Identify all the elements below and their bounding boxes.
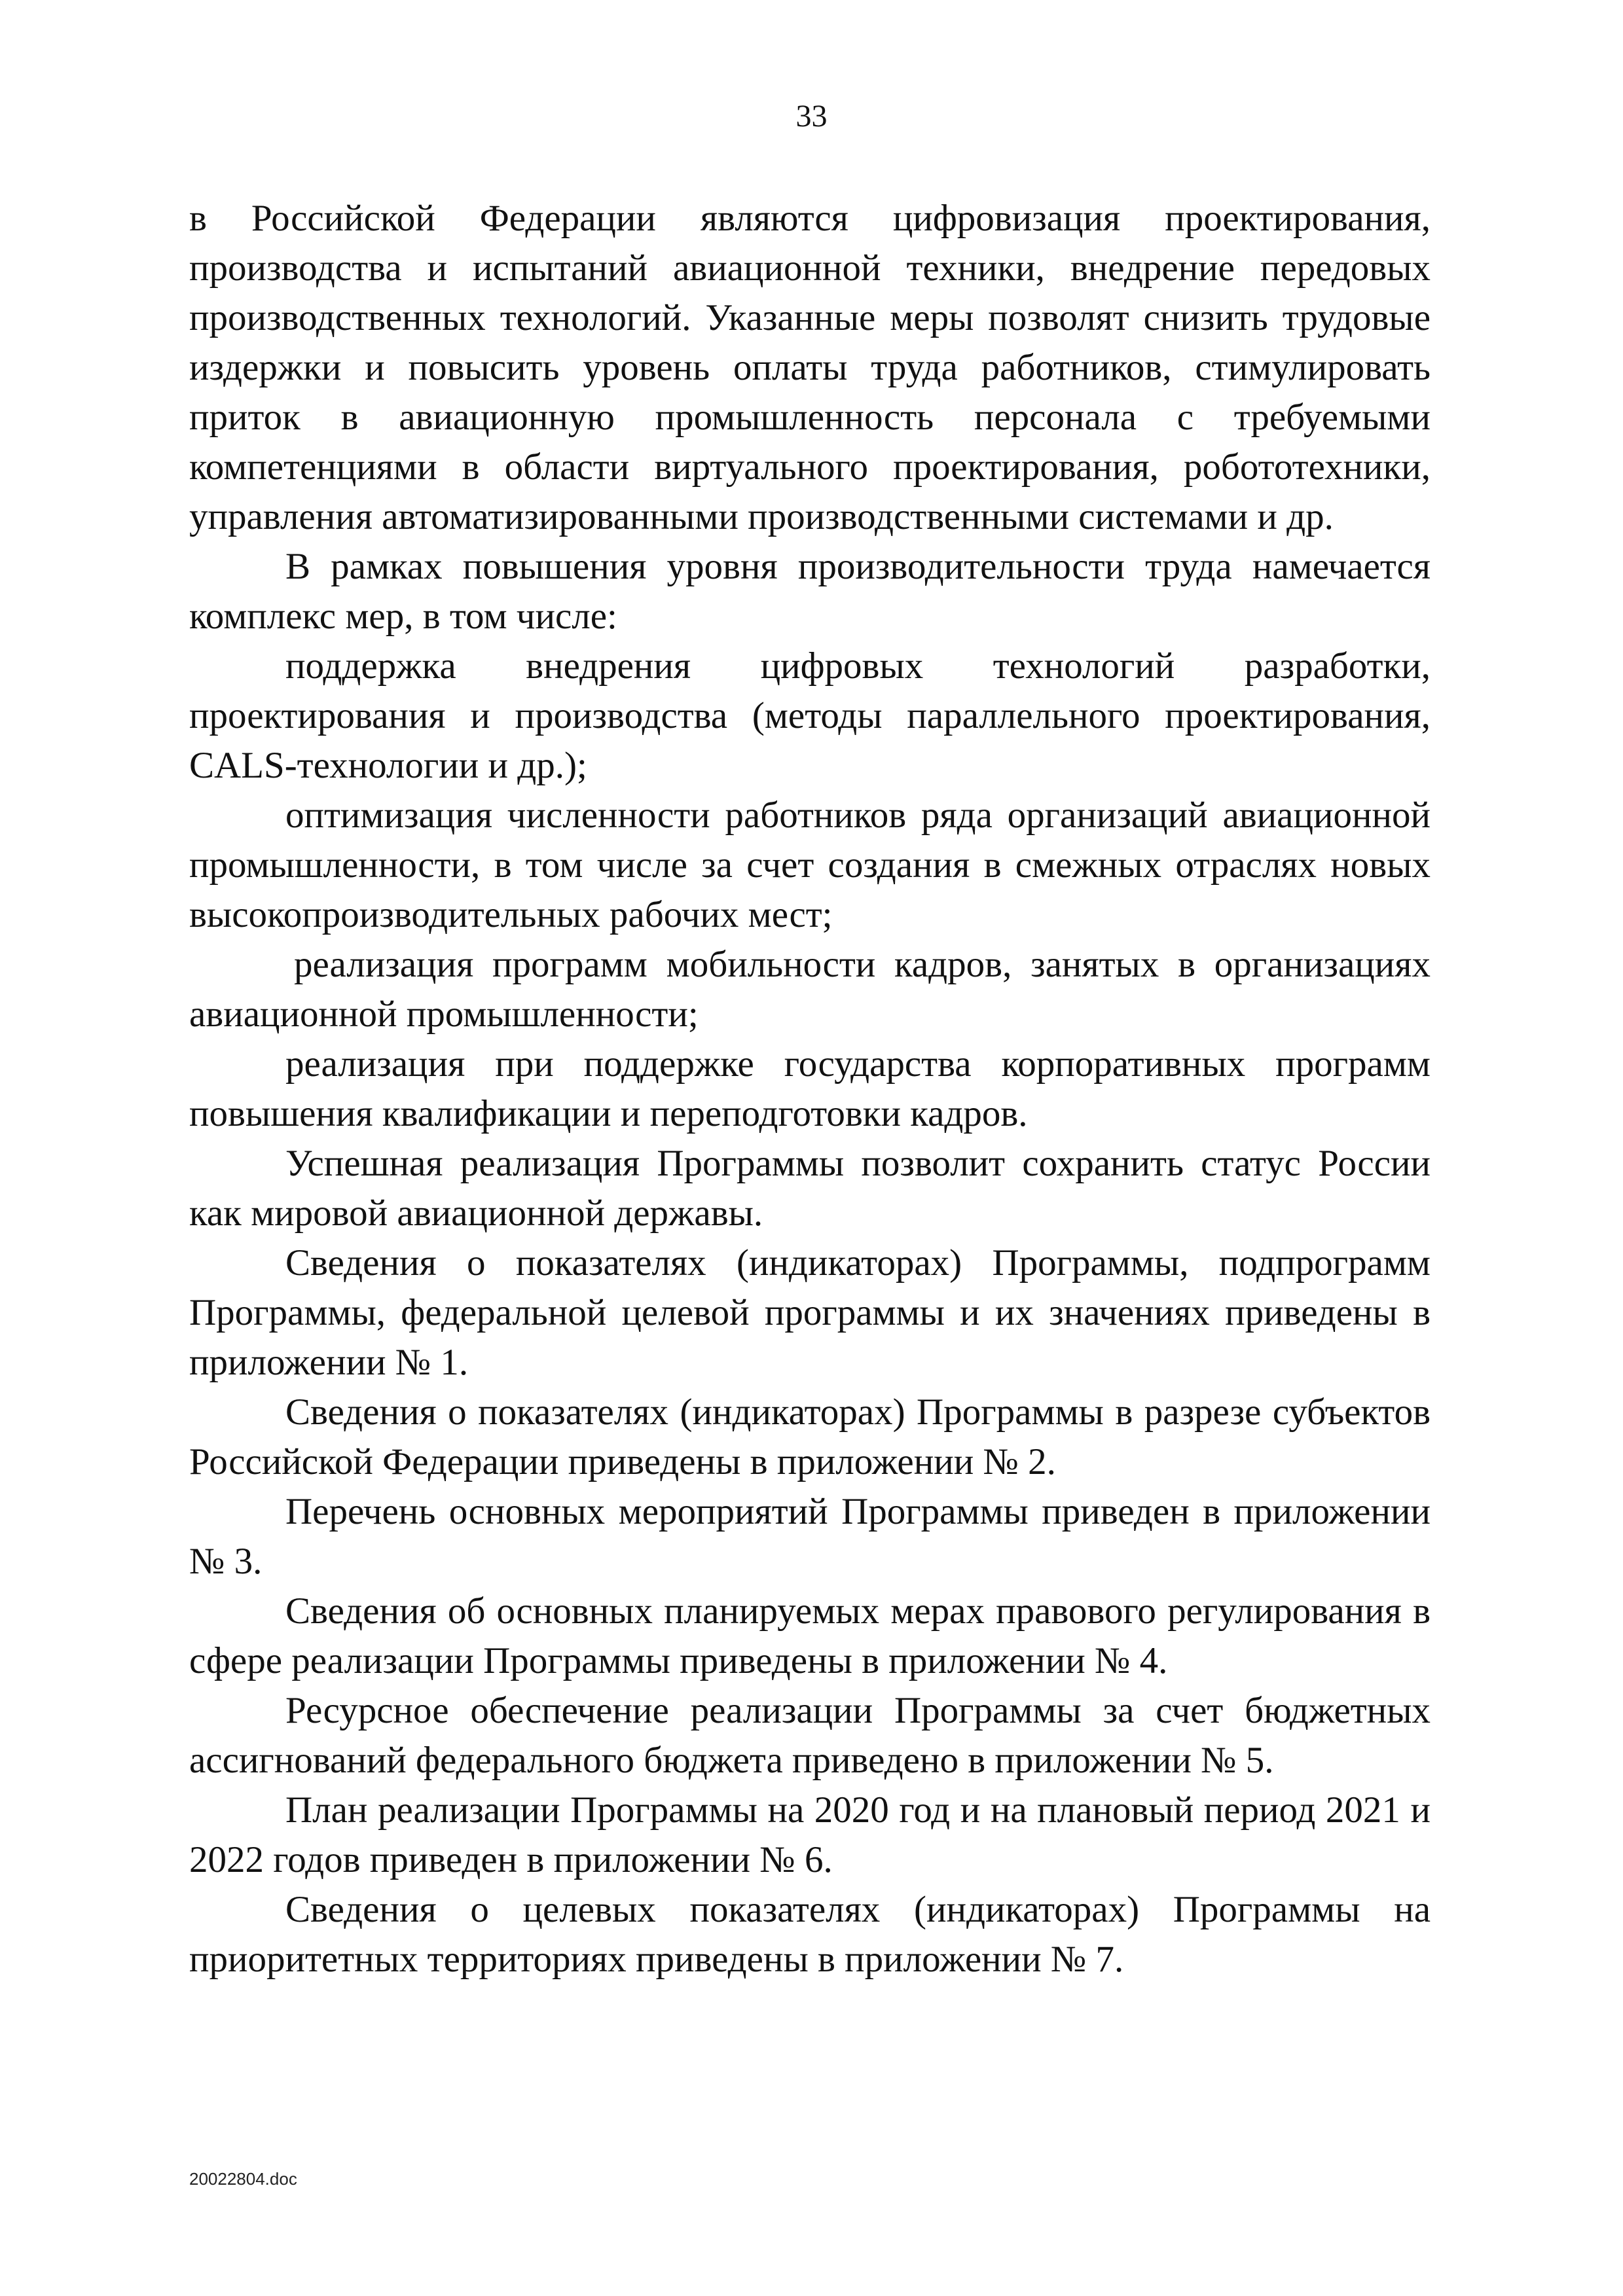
list-item-digital-technologies: поддержка внедрения цифровых технологий разработки, проектирования и производства (методы параллельного проектирования, CALS-технологии и др.);: [189, 645, 1431, 786]
list-item-mobility-programs: реализация программ мобильности кадров, занятых в организациях авиационной промышленности;: [189, 944, 1431, 1035]
paragraph-labor-productivity: В рамках повышения уровня производительности труда намечается комплекс мер, в том числе:: [189, 546, 1431, 637]
list-item-workforce-optimization: оптимизация численности работников ряда организаций авиационной промышленности, в том числе за счет создания в смежных отраслях новых высокопроизводительных рабочих мест;: [189, 795, 1431, 935]
paragraph-appendix-3: Перечень основных мероприятий Программы приведен в приложении № 3.: [189, 1491, 1431, 1582]
paragraph-appendix-6: План реализации Программы на 2020 год и на плановый период 2021 и 2022 годов приведен в приложении № 6.: [189, 1789, 1431, 1880]
list-item-corporate-training: реализация при поддержке государства корпоративных программ повышения квалификации и переподготовки кадров.: [189, 1043, 1431, 1134]
paragraph-continuation: в Российской Федерации являются цифровизация проектирования, производства и испытаний авиационной техники, внедрение передовых производственных технологий. Указанные меры позволят снизить трудовые издержки и повысить уровень оплаты труда работников, стимулировать приток в авиационную промышленность персонала с требуемыми компетенциями в области виртуального проектирования, робототехники, управления автоматизированными производственными системами и др.: [189, 198, 1431, 537]
paragraph-successful-implementation: Успешная реализация Программы позволит сохранить статус России как мировой авиационной державы.: [189, 1143, 1431, 1234]
paragraph-appendix-1: Сведения о показателях (индикаторах) Программы, подпрограмм Программы, федеральной целевой программы и их значениях приведены в приложении № 1.: [189, 1242, 1431, 1383]
page-number: 33: [795, 99, 828, 134]
paragraph-appendix-4: Сведения об основных планируемых мерах правового регулирования в сфере реализации Программы приведены в приложении № 4.: [189, 1590, 1431, 1681]
paragraph-appendix-7: Сведения о целевых показателях (индикаторах) Программы на приоритетных территориях приведены в приложении № 7.: [189, 1889, 1431, 1980]
paragraph-appendix-5: Ресурсное обеспечение реализации Программы за счет бюджетных ассигнований федерального бюджета приведено в приложении № 5.: [189, 1690, 1431, 1781]
paragraph-appendix-2: Сведения о показателях (индикаторах) Программы в разрезе субъектов Российской Федерации приведены в приложении № 2.: [189, 1391, 1431, 1482]
document-body: [189, 194, 1431, 1984]
footer-file-id: 20022804.doc: [189, 2169, 297, 2189]
